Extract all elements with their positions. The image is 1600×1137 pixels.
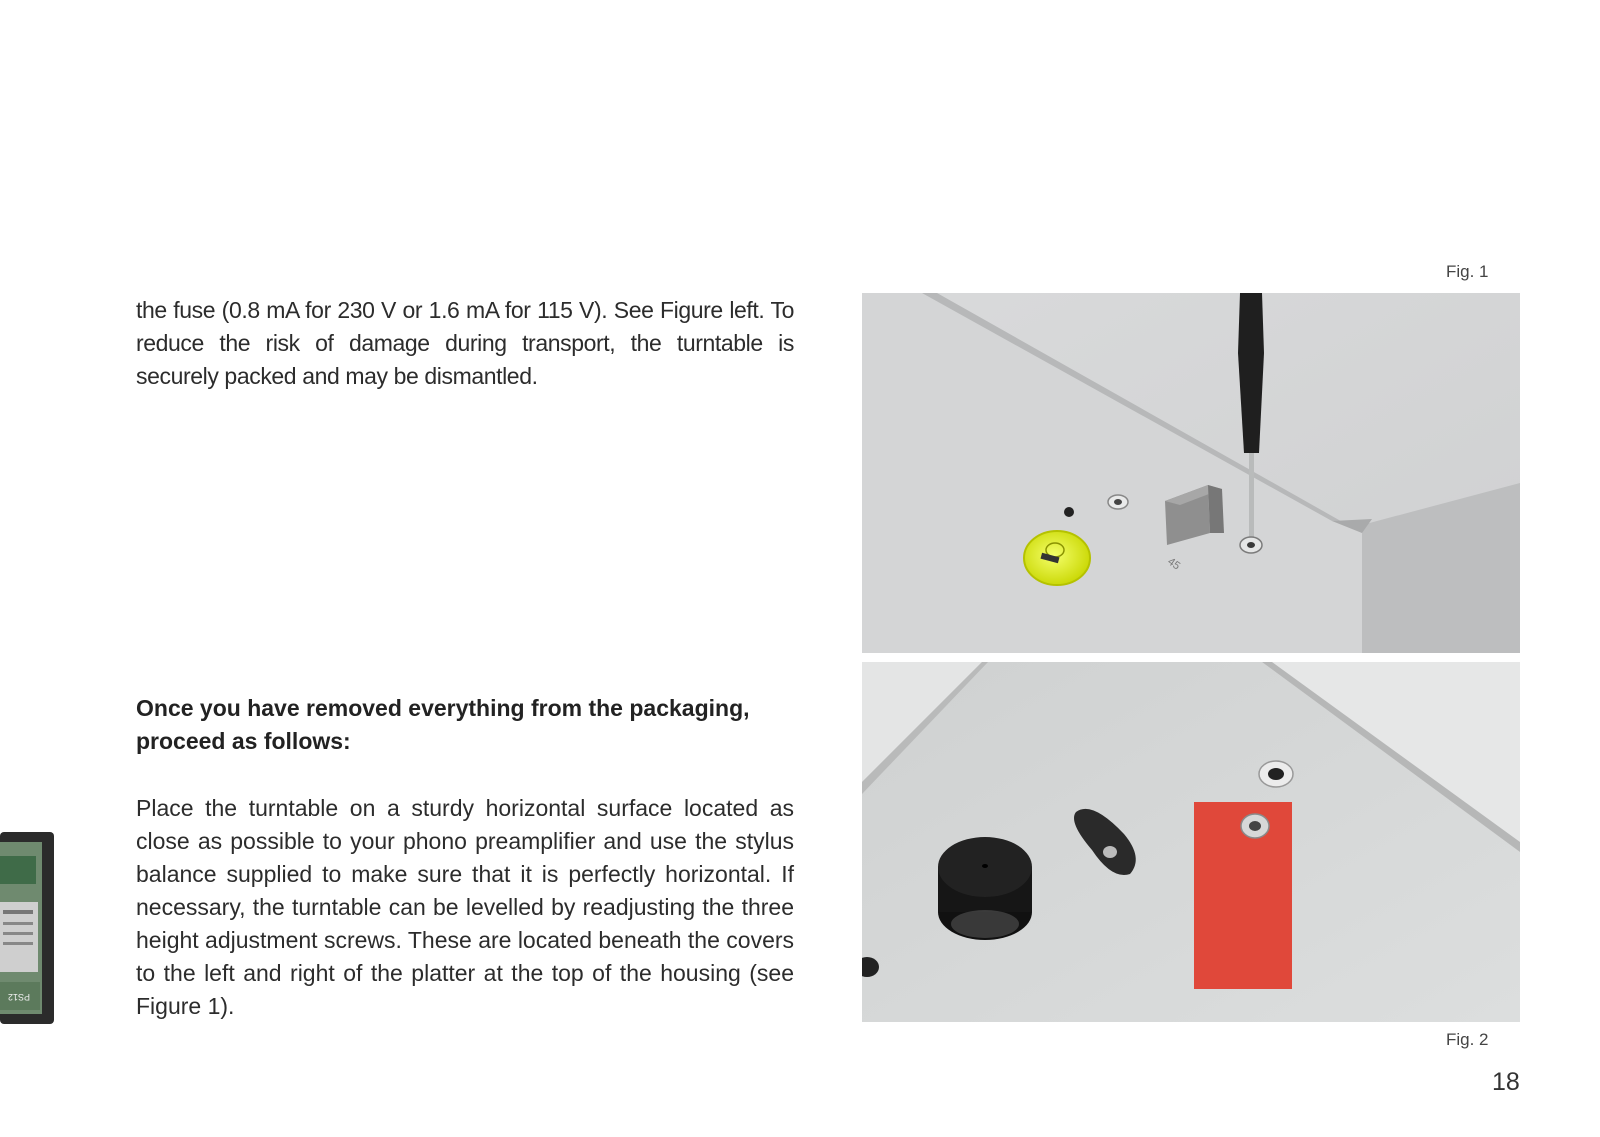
screwdriver-shaft xyxy=(1249,443,1254,538)
figure-1-photo xyxy=(862,293,1520,653)
device-label: PS12 xyxy=(7,992,30,1002)
instructions-paragraph: Place the turntable on a sturdy horizontal surface located as close as possible to your phono preamplifier and use the stylus balance supplied to make sure that it is perfectly horizontal. If necessary, the turntable can be levelled by readjusting the three height adjustment screws. These are located beneath the covers to the left and right of the platter at the top of the housing (see Figure 1). xyxy=(136,795,795,1019)
figure-2-label: Fig. 2 xyxy=(1446,1030,1489,1049)
figure-1-label: Fig. 1 xyxy=(1446,262,1489,281)
section-heading: Once you have removed everything from the packaging, proceed as follows: xyxy=(136,695,750,754)
figure-2-photo xyxy=(862,662,1520,1022)
intro-paragraph: the fuse (0.8 mA for 230 V or 1.6 mA for 115 V). See Figure left. To reduce the risk of damage during transport, the turntable is securely packed and may be dismantled. xyxy=(136,297,794,389)
hole xyxy=(1064,507,1074,517)
page-number: 18 xyxy=(1492,1068,1520,1096)
speed-marking: 45 xyxy=(1165,555,1183,573)
power-supply-edge xyxy=(0,832,58,1024)
